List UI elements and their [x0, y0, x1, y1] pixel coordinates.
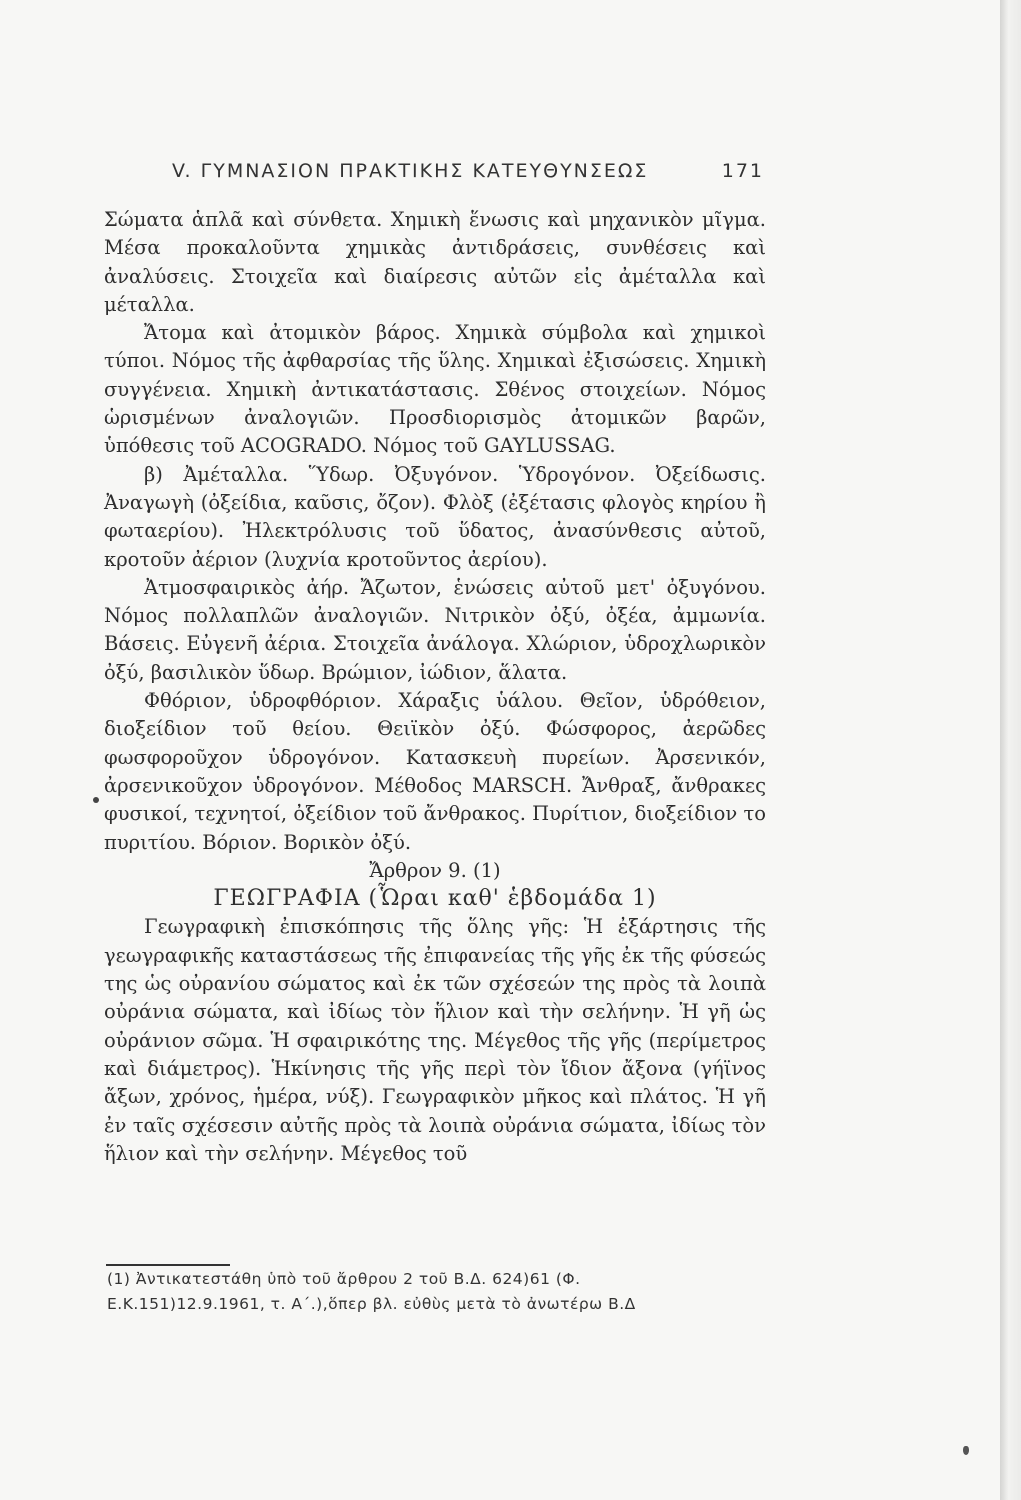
page-edge [1000, 0, 1021, 1500]
paragraph-simple-compound-bodies: Σώματα ἁπλᾶ καὶ σύνθετα. Χημικὴ ἕνωσις καὶ μηχανικὸν μῖγμα. Μέσα προκαλοῦντα χημικὰς ἀντιδράσεις, συνθέσεις καὶ ἀναλύσεις. Στοιχεῖα καὶ διαίρεσις αὐτῶν εἰς ἀμέταλλα καὶ μέταλλα. [104, 208, 766, 316]
footnote-line-1: (1) Ἀντικατεστάθη ὑπὸ τοῦ ἄρθρου 2 τοῦ Β.Δ. 624)61 (Φ. [107, 1270, 581, 1288]
page-number: 171 [721, 160, 764, 182]
article-number: Ἄρθρον 9. (1) [369, 858, 501, 882]
paragraph-nonmetals: β) Ἀμέταλλα. Ὕδωρ. Ὀξυγόνον. Ὑδρογόνον. Ὀξείδωσις. Ἀναγωγὴ (ὀξείδια, καῦσις, ὄζον). Φλὸξ (ἐξέτασις φλογὸς κηρίου ἢ φωταερίου). Ἠλεκτρόλυσις τοῦ ὕδατος, ἀνασύνθεσις αὐτοῦ, κροτοῦν ἀέριον (λυχνία κροτοῦντος ἀερίου). [104, 462, 766, 571]
paragraph-fluorine: Φθόριον, ὑδροφθόριον. Χάραξις ὑάλου. Θεῖον, ὑδρόθειον, διοξείδιον τοῦ θείου. Θειϊκὸν ὀξύ. Φώσφορος, ἀερῶδες φωσφοροῦχον ὑδρογόνον. Κατασκευὴ πυρείων. Ἀρσενικόν, ἀρσενικοῦχον ὑδρογόνον. Μέθοδος MARSCH. Ἄνθραξ, ἄνθρακες φυσικοί, τεχνητοί, ὀξείδιον τοῦ ἄνθρακος. Πυρίτιον, διοξείδιον το πυριτίου. Βόριον. Βορικὸν ὀξύ. [104, 689, 766, 854]
margin-dot [93, 797, 99, 803]
footnote-divider [106, 1264, 230, 1266]
footnote-line-2: Ε.Κ.151)12.9.1961, τ. Α΄.),ὅπερ βλ. εὐθὺς μετὰ τὸ ἀνωτέρω Β.Δ [107, 1295, 636, 1313]
main-text [104, 206, 766, 1168]
footnote [107, 1267, 769, 1317]
paragraph-geography: Γεωγραφικὴ ἐπισκόπησις τῆς ὅλης γῆς: Ἡ ἐξάρτησις τῆς γεωγραφικῆς καταστάσεως τῆς ἐπιφανείας τῆς γῆς ἐκ τῆς φύσεώς της ὡς οὐρανίου σώματος καὶ ἐκ τῶν σχέσεών της πρὸς τὰ λοιπὰ οὐράνια σώματα, καὶ ἰδίως τὸν ἥλιον καὶ τὴν σελήνην. Ἡ γῆ ὡς οὐράνιον σῶμα. Ἡ σφαιρικότης της. Μέγεθος τῆς γῆς (περίμετρος καὶ διάμετρος). Ἡκίνησις τῆς γῆς περὶ τὸν ἴδιον ἄξονα (γήϊνος ἄξων, χρόνος, ἡμέρα, νύξ). Γεωγραφικὸν μῆκος καὶ πλάτος. Ἡ γῆ ἐν ταῖς σχέσεσιν αὐτῆς πρὸς τὰ λοιπὰ οὐράνια σώματα, ἰδίως τὸν ἥλιον καὶ τὴν σελήνην. Μέγεθος τοῦ [104, 915, 766, 1165]
paragraph-atmospheric-air: Ἀτμοσφαιρικὸς ἀήρ. Ἄζωτον, ἑνώσεις αὐτοῦ μετ' ὀξυγόνου. Νόμος πολλαπλῶν ἀναλογιῶν. Νιτρικὸν ὀξύ, ὀξέα, ἀμμωνία. Βάσεις. Εὐγενῆ ἀέρια. Στοιχεῖα ἀνάλογα. Χλώριον, ὑδροχλωρικὸν ὀξύ, βασιλικὸν ὕδωρ. Βρώμιον, ἰώδιον, ἅλατα. [104, 575, 766, 684]
running-header-title: V. ΓΥΜΝΑΣΙΟΝ ΠΡΑΚΤΙΚΗΣ ΚΑΤΕΥΘΥΝΣΕΩΣ [172, 160, 649, 182]
running-header [172, 160, 764, 182]
bottom-ink-mark [963, 1446, 969, 1455]
paragraph-atoms: Ἄτομα καὶ ἀτομικὸν βάρος. Χημικὰ σύμβολα καὶ χημικοὶ τύποι. Νόμος τῆς ἀφθαρσίας τῆς ὕλης. Χημικαὶ ἐξισώσεις. Χημικὴ συγγένεια. Χημικὴ ἀντικατάστασις. Σθένος στοιχείων. Νόμος ὡρισμένων ἀναλογιῶν. Προσδιορισμὸς ἀτομικῶν βαρῶν, ὑπόθεσις τοῦ ACOGRADO. Νόμος τοῦ GAYLUSSAG. [104, 321, 766, 458]
section-heading: ΓΕΩΓΡΑΦΙΑ (Ὧραι καθ' ἑβδομάδα 1) [213, 886, 657, 912]
